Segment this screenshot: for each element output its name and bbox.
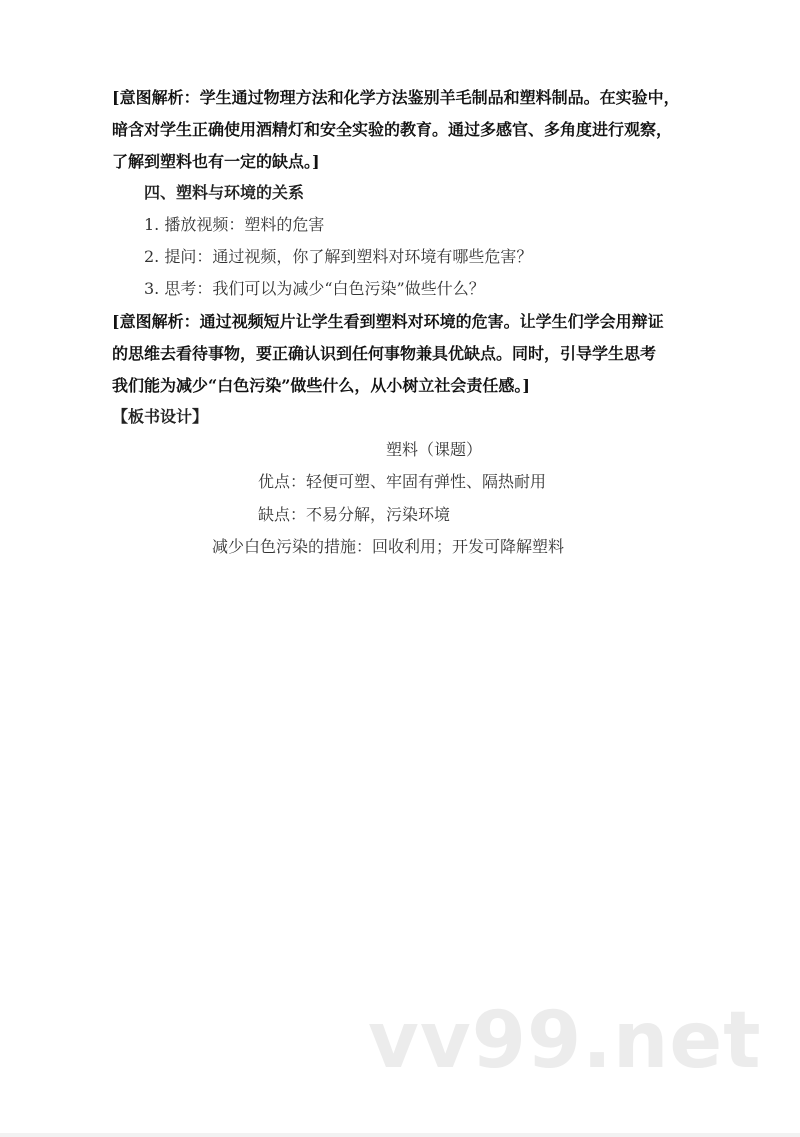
board-advantages: 优点：轻便可塑、牢固有弹性、隔热耐用 bbox=[258, 472, 547, 491]
intent-analysis-1-line-2: 暗含对学生正确使用酒精灯和安全实验的教育。通过多感官、多角度进行观察， bbox=[112, 120, 673, 139]
section-4-item-2: 2. 提问：通过视频，你了解到塑料对环境有哪些危害？ bbox=[144, 247, 533, 266]
section-4-item-1: 1. 播放视频：塑料的危害 bbox=[144, 215, 325, 234]
board-design-heading: 【板书设计】 bbox=[112, 407, 209, 426]
intent-analysis-1-line-3: 了解到塑料也有一定的缺点。] bbox=[112, 152, 320, 171]
intent-analysis-2-line-1: [意图解析：通过视频短片让学生看到塑料对环境的危害。让学生们学会用辩证 bbox=[112, 312, 664, 331]
board-disadvantages: 缺点：不易分解，污染环境 bbox=[258, 505, 451, 524]
intent-analysis-2-line-3: 我们能为减少“白色污染”做些什么，从小树立社会责任感。] bbox=[112, 376, 530, 395]
page-bottom-edge bbox=[0, 1133, 800, 1137]
watermark-text: vv99.net bbox=[368, 996, 762, 1086]
board-title: 塑料（课题） bbox=[386, 440, 483, 459]
intent-analysis-2-line-2: 的思维去看待事物，要正确认识到任何事物兼具优缺点。同时，引导学生思考 bbox=[112, 344, 657, 363]
section-4-item-3: 3. 思考：我们可以为减少“白色污染”做些什么？ bbox=[144, 279, 485, 298]
section-4-title: 四、塑料与环境的关系 bbox=[144, 183, 305, 202]
intent-analysis-1-line-1: [意图解析：学生通过物理方法和化学方法鉴别羊毛制品和塑料制品。在实验中， bbox=[112, 88, 680, 107]
board-measures: 减少白色污染的措施：回收利用；开发可降解塑料 bbox=[212, 537, 565, 556]
